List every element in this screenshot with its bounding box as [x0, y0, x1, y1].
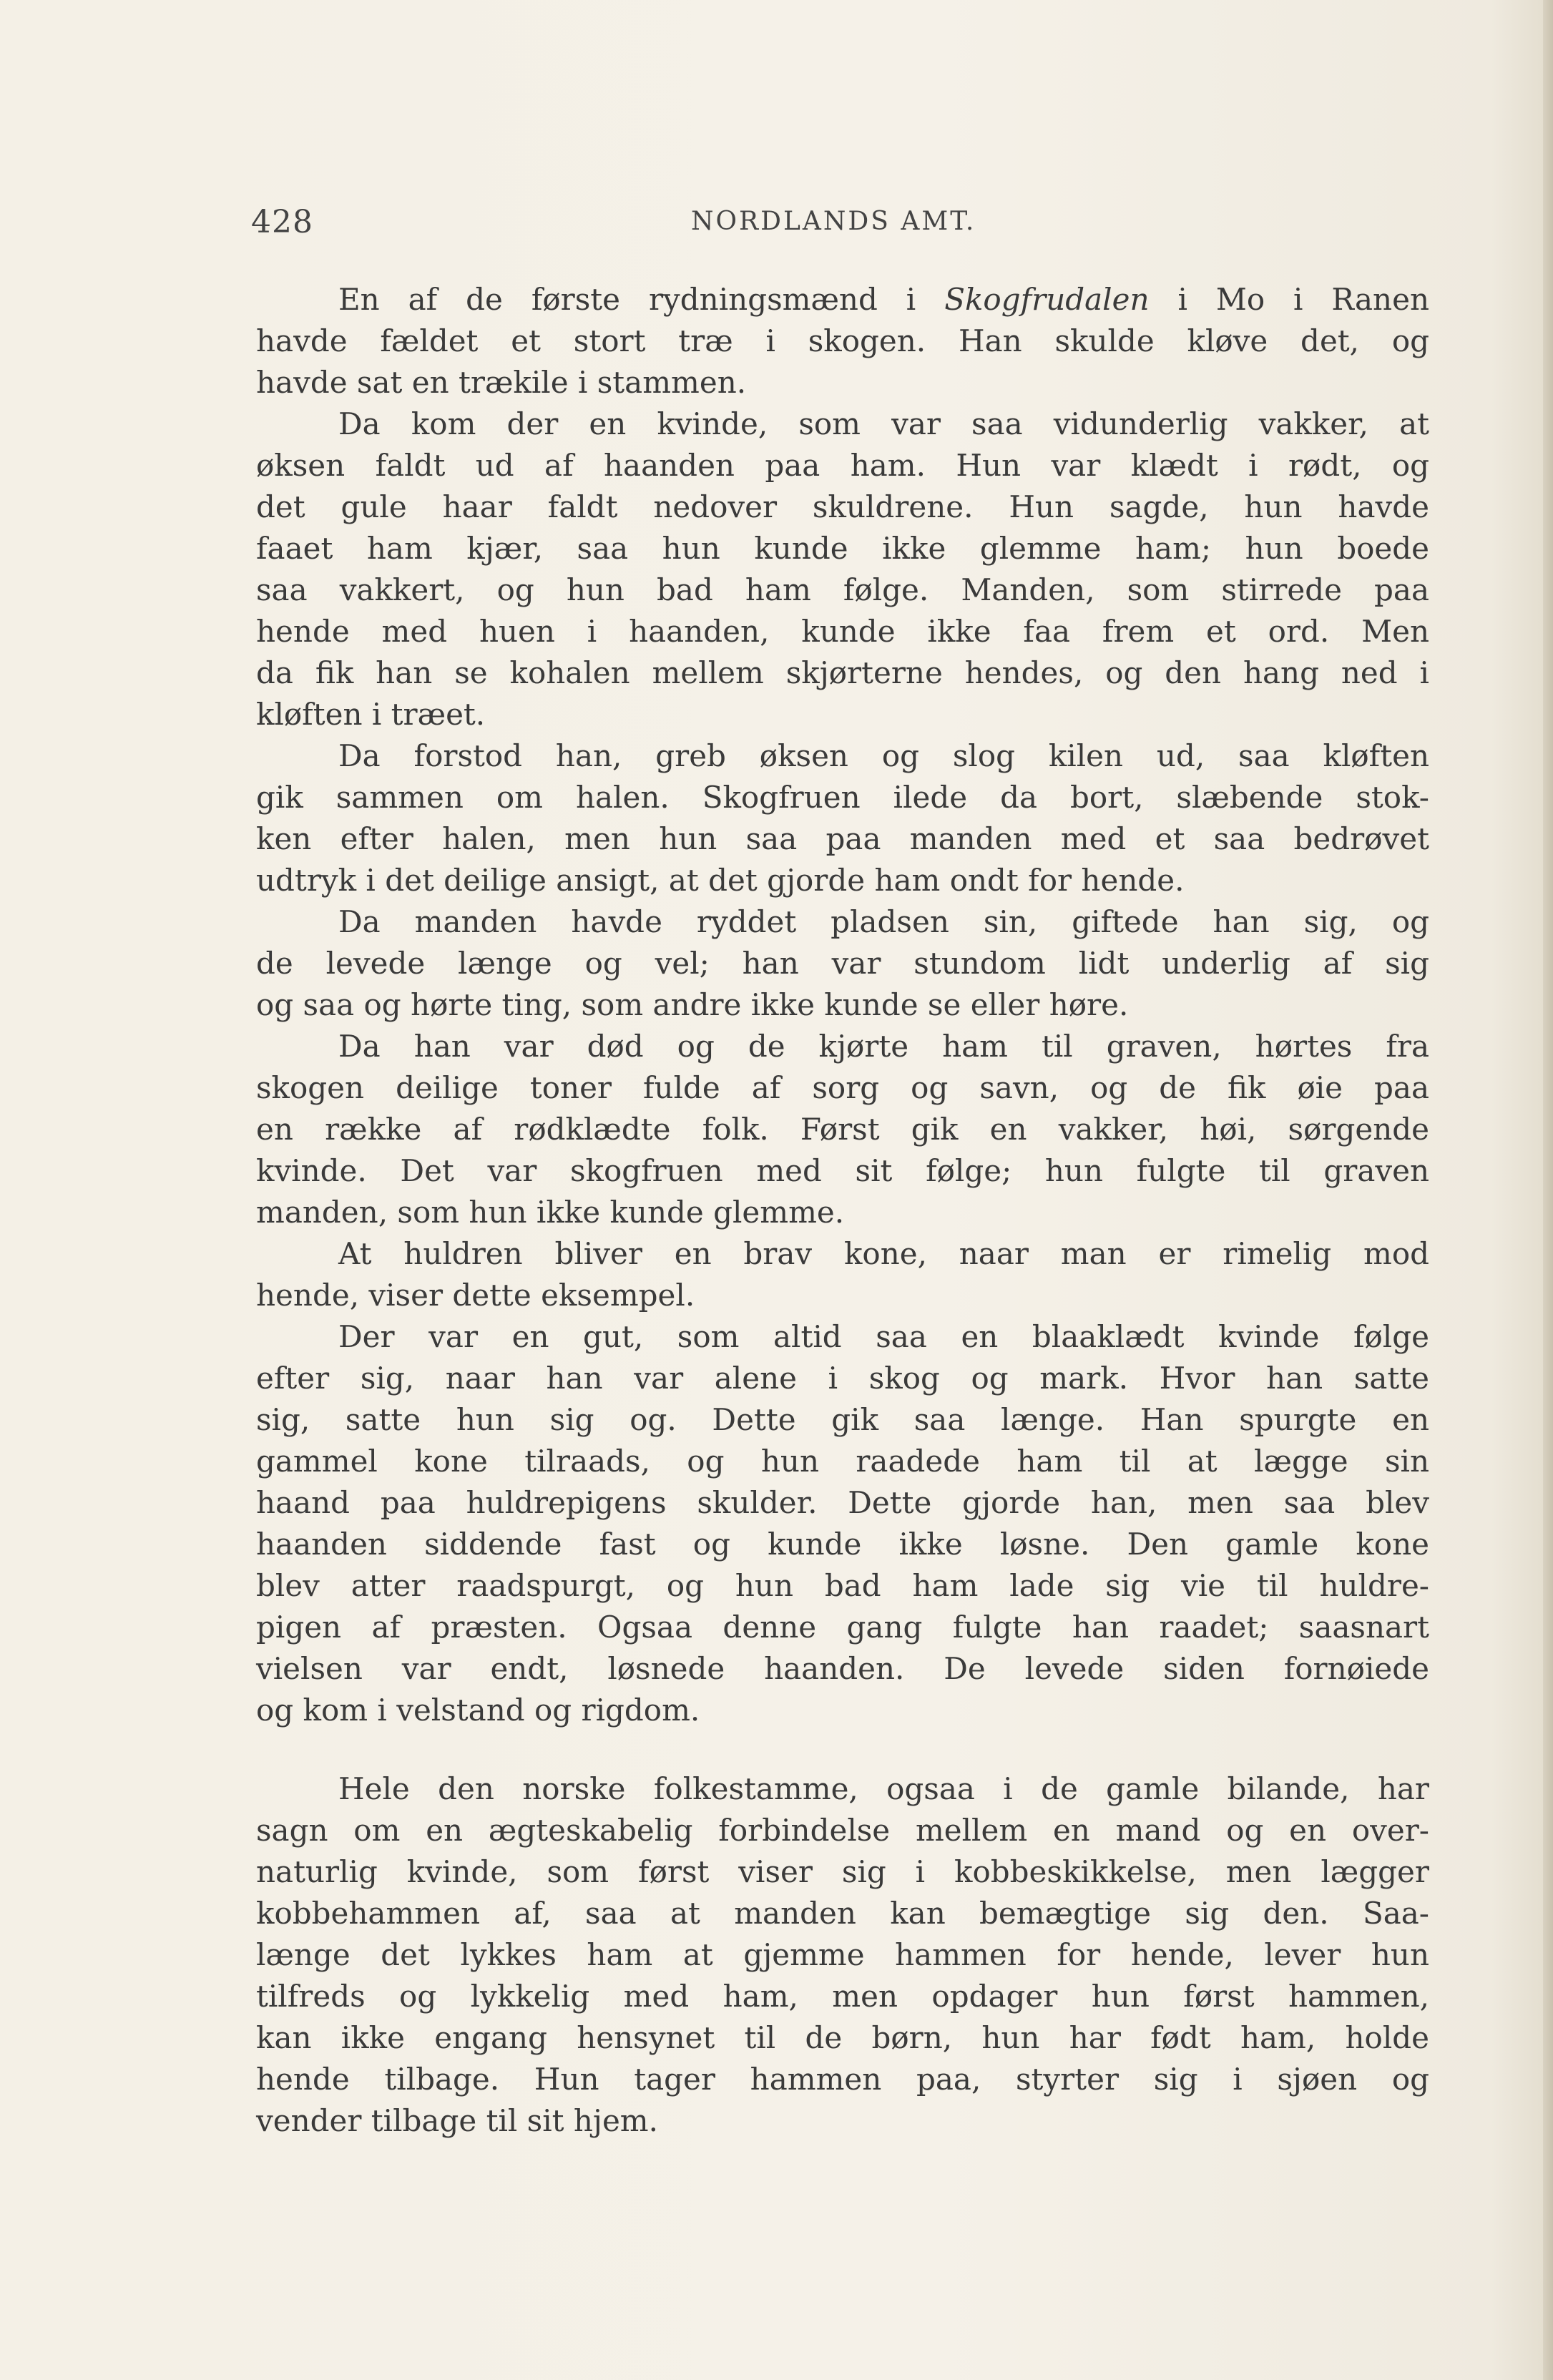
text-line: længe det lykkes ham at gjemme hammen for hende, lever hun — [256, 1937, 1429, 1972]
text-line: naturlig kvinde, som først viser sig i kobbeskikkelse, men lægger — [256, 1854, 1429, 1889]
text-line: manden, som hun ikke kunde glemme. — [256, 1195, 845, 1230]
text-line: vender tilbage til sit hjem. — [256, 2103, 658, 2138]
text-line: havde sat en trækile i stammen. — [256, 365, 747, 400]
text-line: gammel kone tilraads, og hun raadede ham til at lægge sin — [256, 1444, 1429, 1479]
text-line: pigen af præsten. Ogsaa denne gang fulgte han raadet; saasnart — [256, 1610, 1429, 1645]
page-header — [251, 204, 1424, 247]
text-line: øksen faldt ud af haanden paa ham. Hun var klædt i rødt, og — [256, 448, 1429, 483]
paragraph — [256, 403, 1429, 735]
italic-place-name: Skogfrudalen — [944, 282, 1150, 317]
text-line: Da manden havde ryddet pladsen sin, giftede han sig, og — [338, 904, 1429, 939]
text-line: At huldren bliver en brav kone, naar man er rimelig mod — [338, 1236, 1429, 1271]
text-line: Da forstod han, greb øksen og slog kilen ud, saa kløften — [338, 738, 1429, 773]
text-line: hende, viser dette eksempel. — [256, 1278, 695, 1313]
text-line: vielsen var endt, løsnede haanden. De levede siden fornøiede — [256, 1651, 1429, 1686]
text-line: de levede længe og vel; han var stundom lidt underlig af sig — [256, 946, 1429, 981]
text-line: Der var en gut, som altid saa en blaaklædt kvinde følge — [338, 1319, 1429, 1354]
paragraph — [256, 1316, 1429, 1731]
text-line: ken efter halen, men hun saa paa manden med et saa bedrøvet — [256, 821, 1429, 856]
page-edge — [1543, 0, 1553, 2380]
text-line: gik sammen om halen. Skogfruen ilede da bort, slæbende stok- — [256, 780, 1429, 815]
paragraph — [256, 1233, 1429, 1316]
text-line: havde fældet et stort træ i skogen. Han skulde kløve det, og — [256, 323, 1429, 358]
text-line: sig, satte hun sig og. Dette gik saa længe. Han spurgte en — [256, 1402, 1429, 1437]
text-line: det gule haar faldt nedover skuldrene. Hun sagde, hun havde — [256, 489, 1429, 524]
running-title: NORDLANDS AMT. — [691, 207, 976, 236]
text-line: kobbehammen af, saa at manden kan bemægtige sig den. Saa- — [256, 1896, 1429, 1931]
body-text — [256, 279, 1429, 2142]
text-line: hende tilbage. Hun tager hammen paa, styrter sig i sjøen og — [256, 2062, 1429, 2097]
text-line: En af de første rydningsmænd i Skogfrudalen i Mo i Ranen — [338, 282, 1430, 317]
text-line: faaet ham kjær, saa hun kunde ikke glemme ham; hun boede — [256, 531, 1429, 566]
paragraph — [256, 1768, 1429, 2142]
text-line: tilfreds og lykkelig med ham, men opdager hun først hammen, — [256, 1979, 1429, 2014]
text-line: kan ikke engang hensynet til de børn, hun har født ham, holde — [256, 2020, 1429, 2055]
text-line: og saa og hørte ting, som andre ikke kunde se eller høre. — [256, 987, 1129, 1022]
text-line: en række af rødklædte folk. Først gik en vakker, høi, sørgende — [256, 1112, 1429, 1147]
text-line: hende med huen i haanden, kunde ikke faa frem et ord. Men — [256, 614, 1429, 649]
text-line: haanden siddende fast og kunde ikke løsne. Den gamle kone — [256, 1527, 1429, 1562]
text-line: haand paa huldrepigens skulder. Dette gjorde han, men saa blev — [256, 1485, 1429, 1520]
text-line: og kom i velstand og rigdom. — [256, 1693, 700, 1728]
text-line: udtryk i det deilige ansigt, at det gjorde ham ondt for hende. — [256, 863, 1185, 898]
page-number: 428 — [251, 204, 313, 240]
text-line: efter sig, naar han var alene i skog og mark. Hvor han satte — [256, 1361, 1429, 1396]
text-line: kvinde. Det var skogfruen med sit følge; hun fulgte til graven — [256, 1153, 1429, 1188]
text-line: kløften i træet. — [256, 697, 486, 732]
paragraph — [256, 735, 1429, 901]
section-gap — [256, 1731, 1429, 1768]
text-line: skogen deilige toner fulde af sorg og savn, og de fik øie paa — [256, 1070, 1429, 1105]
text-line: blev atter raadspurgt, og hun bad ham lade sig vie til huldre- — [256, 1568, 1429, 1603]
text-line: Hele den norske folkestamme, ogsaa i de gamle bilande, har — [338, 1771, 1429, 1806]
text-line: saa vakkert, og hun bad ham følge. Manden, som stirrede paa — [256, 572, 1429, 607]
text-line: Da kom der en kvinde, som var saa vidunderlig vakker, at — [338, 406, 1429, 441]
paragraph — [256, 1026, 1429, 1233]
text-line: Da han var død og de kjørte ham til graven, hørtes fra — [338, 1029, 1429, 1064]
text-line: da fik han se kohalen mellem skjørterne hendes, og den hang ned i — [256, 655, 1429, 690]
paragraph — [256, 279, 1429, 403]
text-line: sagn om en ægteskabelig forbindelse mellem en mand og en over- — [256, 1813, 1429, 1848]
paragraph — [256, 901, 1429, 1026]
